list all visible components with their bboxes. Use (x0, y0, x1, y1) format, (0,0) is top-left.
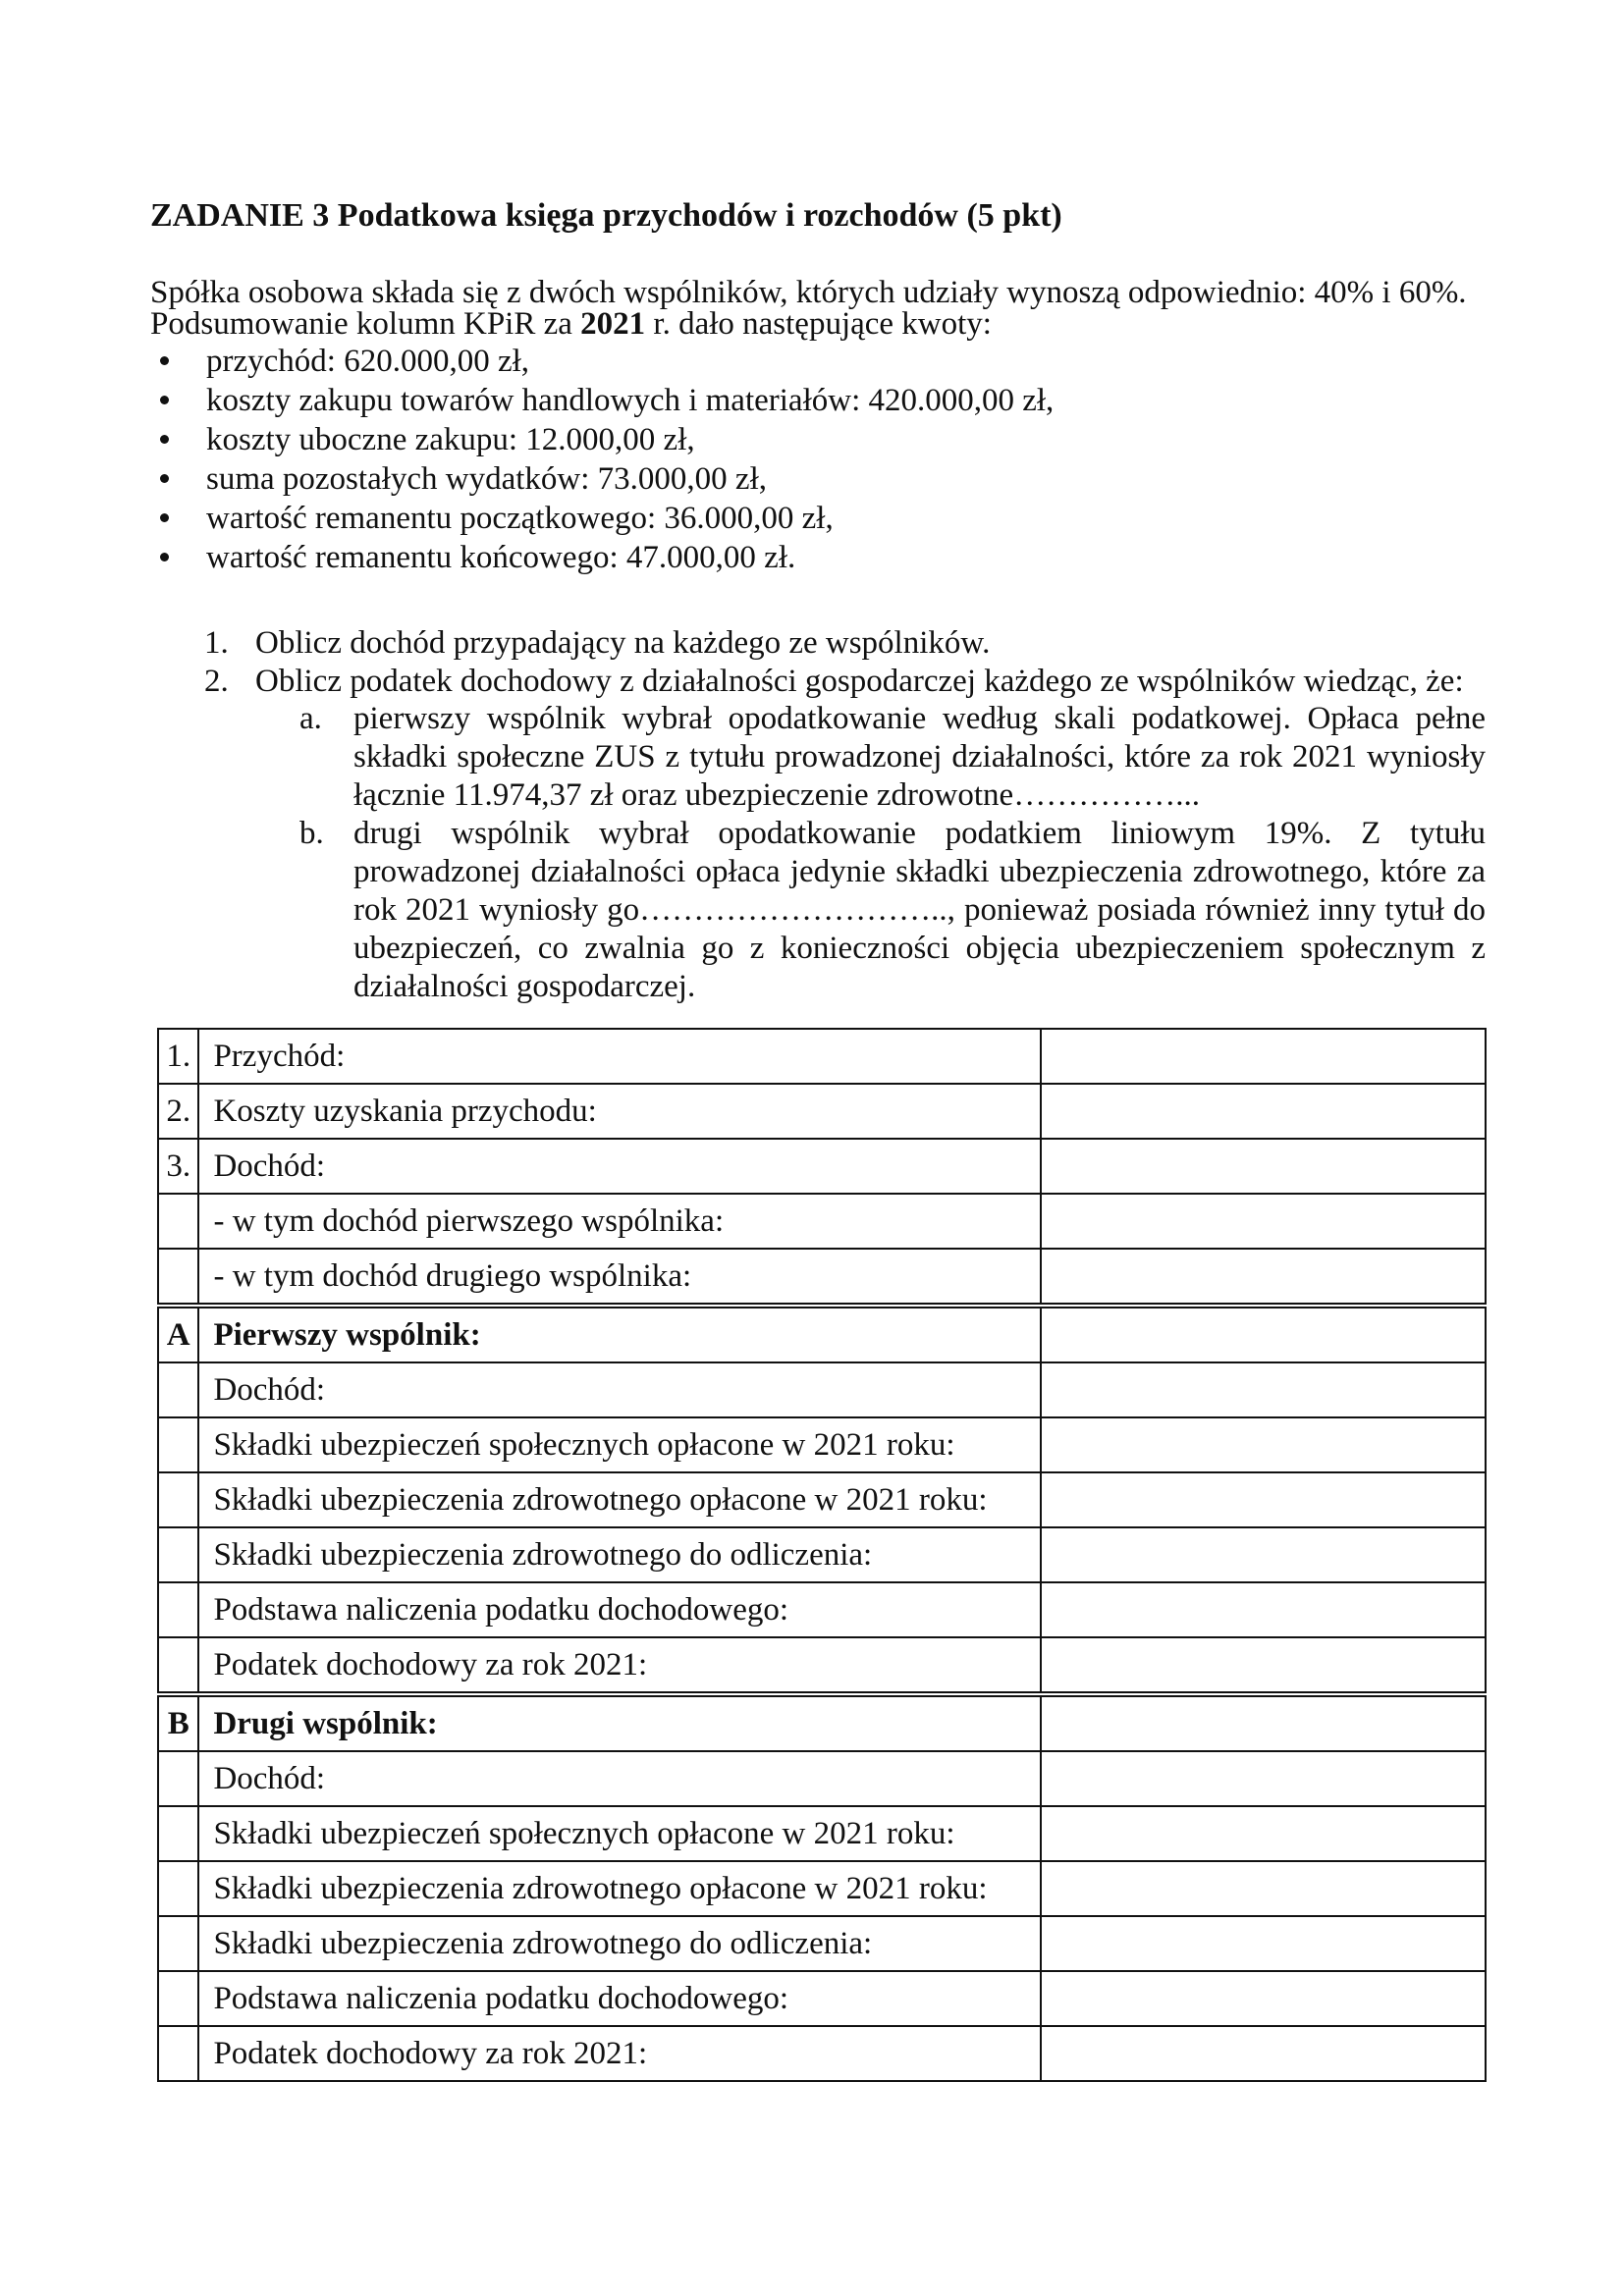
table-row (158, 1971, 1486, 2026)
row-number (158, 1472, 198, 1527)
row-label: Podatek dochodowy za rok 2021: (198, 1637, 1041, 1694)
answer-cell[interactable] (1041, 1694, 1486, 1751)
section-header-row (158, 1694, 1486, 1751)
row-number (158, 1751, 198, 1806)
row-label: Podatek dochodowy za rok 2021: (198, 2026, 1041, 2081)
section-header-row (158, 1306, 1486, 1362)
amount-item: wartość remanentu początkowego: 36.000,00 zł, (150, 499, 1054, 538)
subtask-item (299, 815, 1486, 1006)
answer-cell[interactable] (1041, 1582, 1486, 1637)
table-row (158, 1194, 1486, 1249)
table-row (158, 1806, 1486, 1861)
answer-cell[interactable] (1041, 1029, 1486, 1084)
table-row (158, 1751, 1486, 1806)
amount-item: koszty uboczne zakupu: 12.000,00 zł, (150, 420, 1054, 459)
table-row (158, 1029, 1486, 1084)
table-row (158, 1527, 1486, 1582)
row-label: Dochód: (198, 1139, 1041, 1194)
row-label: Podstawa naliczenia podatku dochodowego: (198, 1582, 1041, 1637)
task-text: Oblicz podatek dochodowy z działalności gospodarczej każdego ze wspólników wiedząc, że: (255, 664, 1464, 699)
amounts-list (150, 342, 1054, 577)
answer-cell[interactable] (1041, 2026, 1486, 2081)
table-row (158, 1916, 1486, 1971)
table-row (158, 1472, 1486, 1527)
answer-cell[interactable] (1041, 1194, 1486, 1249)
answer-cell[interactable] (1041, 1472, 1486, 1527)
row-label: Dochód: (198, 1362, 1041, 1417)
row-number: 1. (158, 1029, 198, 1084)
intro-line-1: Spółka osobowa składa się z dwóch wspólników, których udziały wynoszą odpowiednio: 40% i 60%. (150, 275, 1467, 310)
answer-cell[interactable] (1041, 1084, 1486, 1139)
subtask-text: drugi wspólnik wybrał opodatkowanie podatkiem liniowym 19%. Z tytułu prowadzonej działalności opłaca jedynie składki ubezpieczenia zdrowotnego, które za rok 2021 wyniosły go……………………….., ponieważ posiada również inny tytuł do ubezpieczeń, co zwalnia go z konieczności objęcia ubezpieczeniem społecznym z działalności gospodarczej. (353, 816, 1486, 1004)
subtask-letter: a. (299, 701, 322, 736)
row-number (158, 1417, 198, 1472)
intro-year: 2021 (580, 306, 646, 342)
table-row (158, 1637, 1486, 1694)
row-label: Składki ubezpieczenia zdrowotnego opłacone w 2021 roku: (198, 1861, 1041, 1916)
row-number: 3. (158, 1139, 198, 1194)
table-row (158, 1084, 1486, 1139)
task-text: Oblicz dochód przypadający na każdego ze wspólników. (255, 625, 991, 661)
answer-cell[interactable] (1041, 1139, 1486, 1194)
row-label: Składki ubezpieczeń społecznych opłacone w 2021 roku: (198, 1806, 1041, 1861)
intro-line-2-post: r. dało następujące kwoty: (645, 306, 992, 342)
row-number (158, 1249, 198, 1306)
intro-line-2 (150, 304, 1486, 344)
row-label: Koszty uzyskania przychodu: (198, 1084, 1041, 1139)
table-row (158, 1417, 1486, 1472)
answer-cell[interactable] (1041, 1306, 1486, 1362)
subtask-text: pierwszy wspólnik wybrał opodatkowanie według skali podatkowej. Opłaca pełne składki społeczne ZUS z tytułu prowadzonej działalności, które za rok 2021 wyniosły łącznie 11.974,37 zł oraz ubezpieczenie zdrowotne……………... (353, 701, 1486, 813)
table-row (158, 1861, 1486, 1916)
answer-cell[interactable] (1041, 1417, 1486, 1472)
table-row (158, 1249, 1486, 1306)
task-title: ZADANIE 3 Podatkowa księga przychodów i rozchodów (5 pkt) (150, 197, 1062, 234)
answer-cell[interactable] (1041, 1861, 1486, 1916)
row-label: Składki ubezpieczeń społecznych opłacone w 2021 roku: (198, 1417, 1041, 1472)
row-label: Przychód: (198, 1029, 1041, 1084)
answer-table (157, 1028, 1487, 2082)
row-label: Składki ubezpieczenia zdrowotnego do odliczenia: (198, 1527, 1041, 1582)
row-number (158, 1971, 198, 2026)
row-number (158, 1582, 198, 1637)
amount-item: wartość remanentu końcowego: 47.000,00 zł. (150, 538, 1054, 577)
row-number (158, 1806, 198, 1861)
row-label: - w tym dochód pierwszego wspólnika: (198, 1194, 1041, 1249)
amount-item: suma pozostałych wydatków: 73.000,00 zł, (150, 459, 1054, 499)
task-number: 2. (204, 664, 229, 699)
section-letter: A (158, 1306, 198, 1362)
section-letter: B (158, 1694, 198, 1751)
answer-cell[interactable] (1041, 1916, 1486, 1971)
row-label: Podstawa naliczenia podatku dochodowego: (198, 1971, 1041, 2026)
answer-cell[interactable] (1041, 1362, 1486, 1417)
table-row (158, 1139, 1486, 1194)
tasks-list (204, 624, 1464, 701)
amount-item: przychód: 620.000,00 zł, (150, 342, 1054, 381)
answer-cell[interactable] (1041, 1806, 1486, 1861)
answer-cell[interactable] (1041, 1527, 1486, 1582)
row-label: Składki ubezpieczenia zdrowotnego do odliczenia: (198, 1916, 1041, 1971)
row-label: - w tym dochód drugiego wspólnika: (198, 1249, 1041, 1306)
row-label: Dochód: (198, 1751, 1041, 1806)
intro-line-2-pre: Podsumowanie kolumn KPiR za (150, 306, 581, 342)
subtask-letter: b. (299, 816, 324, 851)
row-number (158, 1916, 198, 1971)
answer-cell[interactable] (1041, 1637, 1486, 1694)
amount-item: koszty zakupu towarów handlowych i materiałów: 420.000,00 zł, (150, 381, 1054, 420)
subtask-item (299, 700, 1486, 815)
answer-cell[interactable] (1041, 1249, 1486, 1306)
section-title: Drugi wspólnik: (198, 1694, 1041, 1751)
section-title: Pierwszy wspólnik: (198, 1306, 1041, 1362)
task-item (204, 663, 1464, 701)
task-item (204, 624, 1464, 663)
row-number (158, 1527, 198, 1582)
table-row (158, 1582, 1486, 1637)
row-label: Składki ubezpieczenia zdrowotnego opłacone w 2021 roku: (198, 1472, 1041, 1527)
row-number (158, 2026, 198, 2081)
row-number (158, 1861, 198, 1916)
subtasks-list (299, 700, 1486, 1006)
row-number (158, 1194, 198, 1249)
answer-cell[interactable] (1041, 1751, 1486, 1806)
row-number (158, 1637, 198, 1694)
row-number: 2. (158, 1084, 198, 1139)
answer-cell[interactable] (1041, 1971, 1486, 2026)
table-row (158, 1362, 1486, 1417)
task-number: 1. (204, 625, 229, 661)
table-row (158, 2026, 1486, 2081)
row-number (158, 1362, 198, 1417)
